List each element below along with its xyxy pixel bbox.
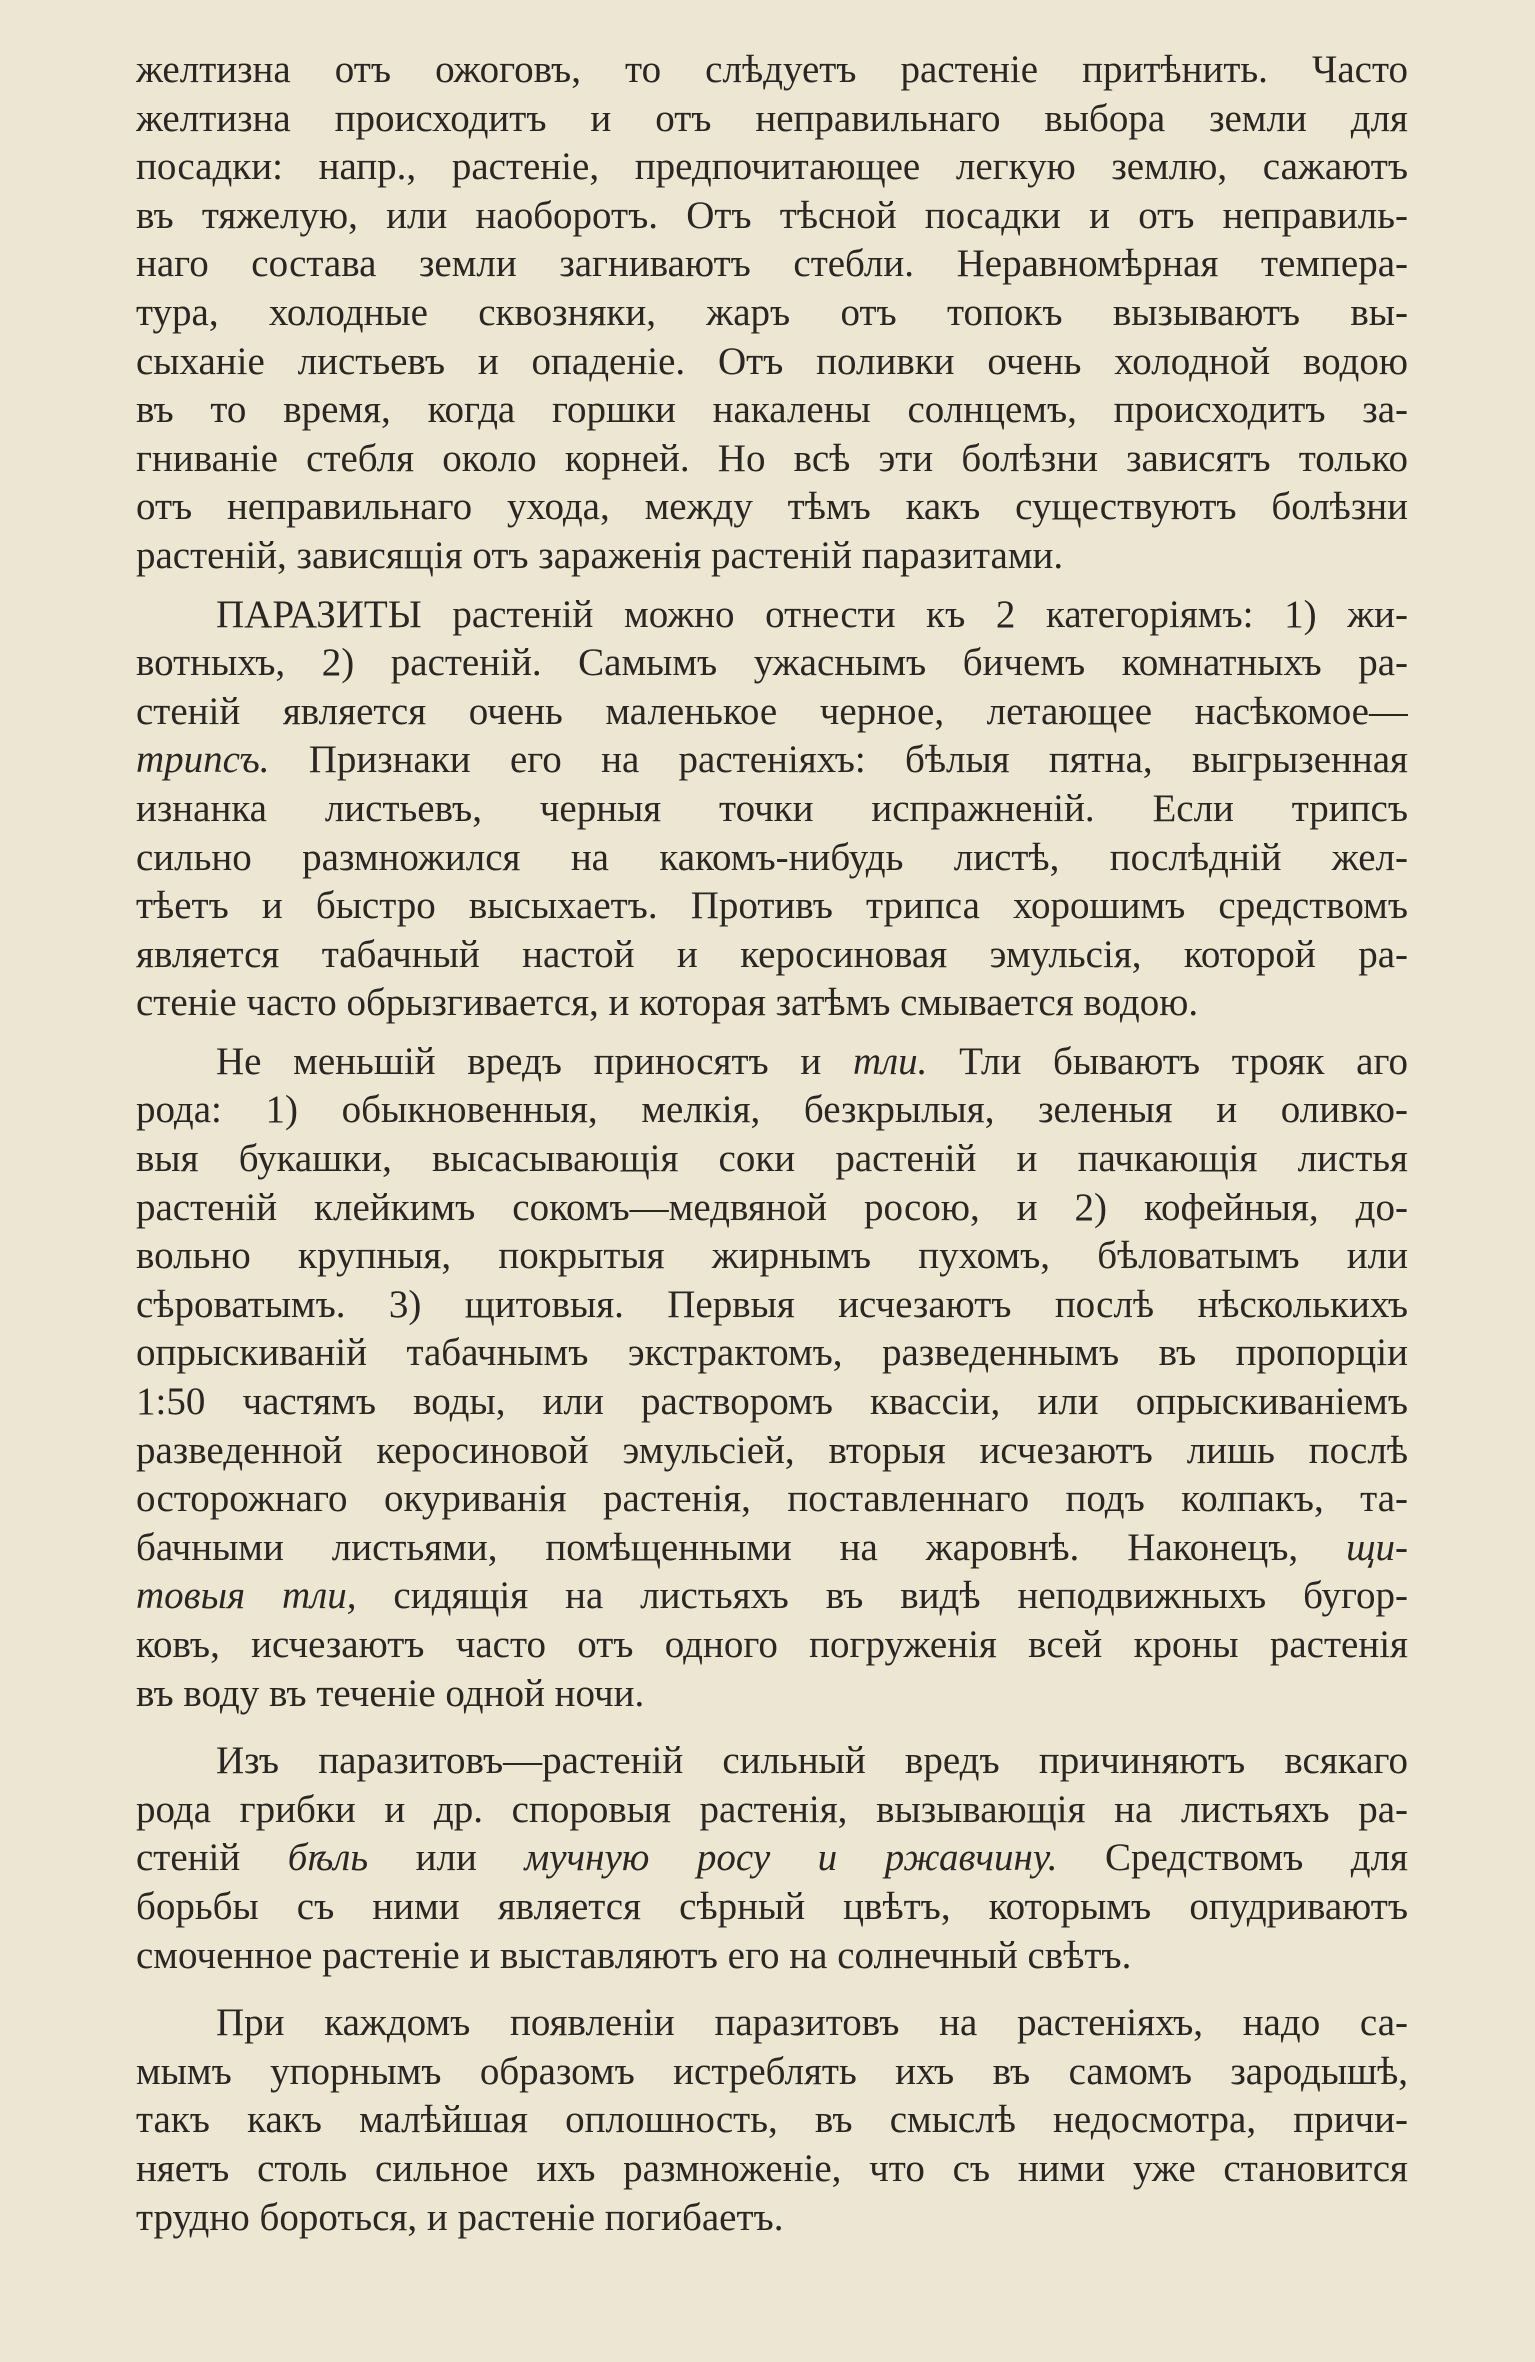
- text-run: сѣроватымъ. 3) щитовыя. Первыя исчезаютъ послѣ нѣсколькихъ: [136, 1282, 1408, 1326]
- text-line: [136, 289, 1408, 338]
- text-run: мымъ упорнымъ образомъ истреблять ихъ въ самомъ зародышѣ,: [136, 2049, 1408, 2093]
- text-line: [136, 1135, 1408, 1184]
- text-line: [136, 1378, 1408, 1427]
- text-run: рода: 1) обыкновенныя, мелкія, безкрылыя, зеленыя и оливко-: [136, 1088, 1408, 1132]
- text-run: сыханіе листьевъ и опаденіе. Отъ поливки очень холодной водою: [136, 339, 1408, 383]
- text-line: [136, 192, 1408, 241]
- text-run: выя букашки, высасывающія соки растеній и пачкающія листья: [136, 1137, 1408, 1181]
- paragraph-gap: [136, 1718, 1408, 1737]
- text-line: [136, 2048, 1408, 2097]
- text-run: опрыскиваній табачнымъ экстрактомъ, разведеннымъ въ пропорціи: [136, 1331, 1408, 1375]
- text-run: въ то время, когда горшки накалены солнцемъ, происходитъ за-: [136, 388, 1408, 432]
- text-line: [136, 1621, 1408, 1670]
- text-run: желтизна происходитъ и отъ неправильнаго выбора земли для: [136, 96, 1408, 140]
- paragraph-gap: [136, 1980, 1408, 1999]
- text-line: [136, 688, 1408, 737]
- paragraph: [136, 1999, 1408, 2242]
- italic-text: трипсъ.: [136, 738, 270, 782]
- text-line: [136, 1427, 1408, 1476]
- text-line: [136, 1281, 1408, 1330]
- text-line: [136, 639, 1408, 688]
- text-run: борьбы съ ними является сѣрный цвѣтъ, которымъ опудриваютъ: [136, 1884, 1408, 1928]
- text-run: 1:50 частямъ воды, или растворомъ квассіи, или опрыскиваніемъ: [136, 1380, 1408, 1424]
- text-run: Признаки его на растеніяхъ: бѣлыя пятна, выгрызенная: [269, 738, 1408, 782]
- text-line: [136, 1329, 1408, 1378]
- text-run: Тли бываютъ трояк аго: [927, 1039, 1408, 1083]
- text-line: [136, 1086, 1408, 1135]
- text-run: разведенной керосиновой эмульсіей, вторыя исчезаютъ лишь послѣ: [136, 1428, 1408, 1472]
- text-line: [136, 931, 1408, 980]
- text-run: ковъ, исчезаютъ часто отъ одного погруженія всей кроны растенія: [136, 1623, 1408, 1666]
- text-run: является табачный настой и керосиновая эмульсія, которой ра-: [136, 932, 1408, 976]
- text-line: [136, 532, 1408, 581]
- text-line: [136, 435, 1408, 484]
- text-line: [136, 2096, 1408, 2145]
- text-run: вотныхъ, 2) растеній. Самымъ ужаснымъ бичемъ комнатныхъ ра-: [136, 641, 1408, 685]
- italic-text: щи-: [1346, 1525, 1408, 1569]
- text-line: [136, 1670, 1408, 1719]
- text-run: тура, холодные сквозняки, жаръ отъ топокъ вызываютъ вы-: [136, 290, 1408, 334]
- text-line: [136, 785, 1408, 834]
- text-line: [136, 591, 1408, 640]
- text-line: [136, 1184, 1408, 1233]
- text-line: [136, 1038, 1408, 1087]
- paragraph: [136, 46, 1408, 581]
- text-line: [136, 1999, 1408, 2048]
- text-line: [136, 338, 1408, 387]
- paragraph: [136, 1038, 1408, 1718]
- text-run: рода грибки и др. споровыя растенія, вызывающія на листьяхъ ра-: [136, 1787, 1408, 1831]
- text-run: бачными листьями, помѣщенными на жаровнѣ. Наконецъ,: [136, 1525, 1347, 1569]
- text-run: тѣетъ и быстро высыхаетъ. Противъ трипса хорошимъ средствомъ: [136, 884, 1408, 928]
- text-line: [136, 1883, 1408, 1932]
- text-line: [136, 1737, 1408, 1786]
- text-line: [136, 1932, 1408, 1981]
- text-line: [136, 979, 1408, 1028]
- text-line: [136, 240, 1408, 289]
- text-run: гниваніе стебля около корней. Но всѣ эти болѣзни зависятъ только: [136, 436, 1408, 480]
- text-line: [136, 1786, 1408, 1835]
- text-run: въ тяжелую, или наоборотъ. Отъ тѣсной посадки и отъ неправиль-: [136, 193, 1408, 237]
- text-line: [136, 95, 1408, 144]
- text-run: сильно размножился на какомъ-нибудь листѣ, послѣдній жел-: [136, 835, 1408, 879]
- text-run: желтизна отъ ожоговъ, то слѣдуетъ растеніе притѣнить. Часто: [136, 48, 1408, 91]
- text-line: [136, 882, 1408, 931]
- text-line: [136, 143, 1408, 192]
- text-run: въ воду въ теченіе одной ночи.: [136, 1671, 645, 1715]
- paragraph: [136, 591, 1408, 1028]
- text-run: наго состава земли загниваютъ стебли. Неравномѣрная темпера-: [136, 242, 1408, 286]
- italic-text: тли.: [852, 1039, 928, 1083]
- text-run: посадки: напр., растеніе, предпочитающее легкую землю, сажаютъ: [136, 145, 1408, 189]
- text-line: [136, 46, 1408, 95]
- text-line: [136, 834, 1408, 883]
- text-run: такъ какъ малѣйшая оплошность, въ смыслѣ недосмотра, причи-: [136, 2098, 1408, 2142]
- italic-text: бѣль: [287, 1836, 369, 1880]
- text-run: сидящія на листьяхъ въ видѣ неподвижныхъ бугор-: [356, 1574, 1408, 1618]
- italic-text: товыя тли,: [136, 1574, 357, 1618]
- text-run: стеній: [136, 1836, 288, 1880]
- text-line: [136, 1572, 1408, 1621]
- text-run: При каждомъ появленіи паразитовъ на растеніяхъ, надо са-: [216, 2001, 1408, 2045]
- text-run: Средствомъ для: [1057, 1836, 1408, 1880]
- paragraph-gap: [136, 581, 1408, 591]
- text-run: стеній является очень маленькое черное, летающее насѣкомое—: [136, 689, 1408, 733]
- text-run: ПАРАЗИТЫ растеній можно отнести къ 2 категоріямъ: 1) жи-: [216, 592, 1408, 636]
- text-run: осторожнаго окуриванія растенія, поставленнаго подъ колпакъ, та-: [136, 1477, 1408, 1521]
- text-line: [136, 386, 1408, 435]
- text-run: Не меньшій вредъ приносятъ и: [216, 1039, 853, 1083]
- text-run: смоченное растеніе и выставляютъ его на солнечный свѣтъ.: [136, 1933, 1132, 1977]
- text-line: [136, 2145, 1408, 2194]
- text-run: или: [368, 1836, 525, 1880]
- text-line: [136, 1232, 1408, 1281]
- text-run: изнанка листьевъ, черныя точки испражненій. Если трипсъ: [136, 786, 1408, 830]
- text-run: стеніе часто обрызгивается, и которая затѣмъ смывается водою.: [136, 981, 1199, 1025]
- text-line: [136, 736, 1408, 785]
- text-line: [136, 1524, 1408, 1573]
- text-run: няетъ столь сильное ихъ размноженіе, что съ ними уже становится: [136, 2146, 1408, 2190]
- document-page: [136, 46, 1408, 2242]
- text-line: [136, 1834, 1408, 1883]
- text-line: [136, 1475, 1408, 1524]
- italic-text: мучную росу и ржавчину.: [524, 1836, 1058, 1880]
- text-run: трудно бороться, и растеніе погибаетъ.: [136, 2195, 784, 2239]
- paragraph: [136, 1737, 1408, 1980]
- text-line: [136, 2194, 1408, 2243]
- text-line: [136, 483, 1408, 532]
- text-run: растеній, зависящія отъ зараженія растеній паразитами.: [136, 533, 1064, 577]
- text-run: Изъ паразитовъ—растеній сильный вредъ причиняютъ всякаго: [216, 1739, 1408, 1783]
- paragraph-gap: [136, 1028, 1408, 1038]
- text-run: отъ неправильнаго ухода, между тѣмъ какъ существуютъ болѣзни: [136, 485, 1408, 529]
- text-run: растеній клейкимъ сокомъ—медвяной росою, и 2) кофейныя, до-: [136, 1185, 1408, 1229]
- text-run: вольно крупныя, покрытыя жирнымъ пухомъ, бѣловатымъ или: [136, 1234, 1408, 1278]
